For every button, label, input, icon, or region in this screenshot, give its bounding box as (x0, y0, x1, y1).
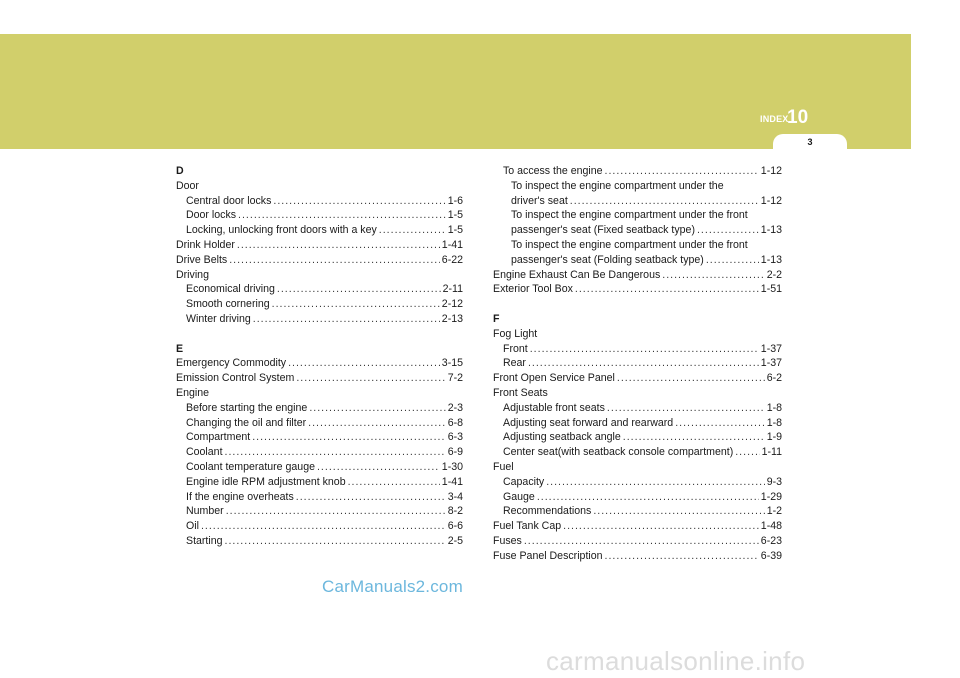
dot-leader (524, 534, 759, 549)
entry-label: passenger's seat (Folding seatback type) (511, 253, 704, 266)
dot-leader (308, 416, 446, 431)
dot-leader (623, 430, 765, 445)
dot-leader (563, 519, 759, 534)
dot-leader (735, 445, 759, 460)
entry-page: 2-2 (766, 268, 782, 281)
entry-label: Central door locks (186, 194, 272, 207)
dot-leader (273, 194, 445, 209)
index-heading: Door (176, 179, 199, 192)
index-letter: F (493, 312, 500, 325)
index-entry (493, 534, 782, 549)
index-heading: Fuel (493, 460, 514, 473)
dot-leader (229, 253, 440, 268)
index-entry (176, 297, 463, 312)
entry-page: 1-41 (441, 475, 463, 488)
index-entry (493, 268, 782, 283)
index-entry (493, 223, 782, 238)
dot-leader (288, 356, 440, 371)
watermark-carmanualsonline[interactable]: carmanualsonline.info (546, 646, 806, 676)
index-entry (176, 490, 463, 505)
entry-page: 1-13 (760, 253, 782, 266)
page-number: 3 (807, 137, 813, 147)
entry-label: Drive Belts (176, 253, 228, 266)
entry-label: Locking, unlocking front doors with a key (186, 224, 377, 237)
entry-label: Compartment (186, 431, 251, 444)
dot-leader (706, 253, 759, 268)
dot-leader (570, 194, 759, 209)
dot-leader (225, 445, 446, 460)
dot-leader (225, 534, 446, 549)
entry-label: Fuses (493, 534, 522, 547)
entry-label: Coolant (186, 446, 223, 459)
index-entry (176, 534, 463, 549)
entry-label: Starting (186, 534, 223, 547)
dot-leader (575, 282, 759, 297)
entry-label: Capacity (503, 475, 545, 488)
index-entry (176, 504, 463, 519)
index-entry (493, 342, 782, 357)
entry-page: 6-9 (447, 446, 463, 459)
index-heading: To inspect the engine compartment under the (511, 179, 724, 192)
index-entry (176, 416, 463, 431)
section-number: 10 (787, 107, 809, 128)
entry-page: 8-2 (447, 505, 463, 518)
index-letter: D (176, 165, 184, 177)
entry-label: passenger's seat (Fixed seatback type) (511, 224, 695, 237)
index-entry (176, 401, 463, 416)
entry-label: Smooth cornering (186, 298, 270, 311)
dot-leader (317, 460, 440, 475)
entry-label: Center seat(with seatback console compartment) (503, 446, 734, 459)
entry-label: Adjusting seat forward and rearward (503, 416, 674, 429)
entry-page: 1-5 (447, 224, 463, 237)
index-column-right (493, 164, 782, 564)
entry-label: Gauge (503, 490, 535, 503)
entry-label: Coolant temperature gauge (186, 460, 315, 473)
index-entry (493, 504, 782, 519)
entry-page: 2-11 (442, 283, 463, 296)
entry-label: If the engine overheats (186, 490, 294, 503)
index-entry (176, 208, 463, 223)
index-entry (493, 401, 782, 416)
entry-label: Rear (503, 357, 526, 370)
index-entry (176, 430, 463, 445)
index-entry (176, 223, 463, 238)
entry-page: 3-4 (447, 490, 463, 503)
entry-page: 1-13 (760, 224, 782, 237)
entry-page: 1-37 (760, 342, 782, 355)
index-entry (493, 430, 782, 445)
index-entry (176, 371, 463, 386)
entry-label: Adjusting seatback angle (503, 431, 621, 444)
entry-label: Oil (186, 520, 199, 533)
dot-leader (546, 475, 764, 490)
entry-label: Number (186, 505, 224, 518)
dot-leader (201, 519, 446, 534)
index-entry (493, 445, 782, 460)
entry-page: 7-2 (447, 372, 463, 385)
index-entry (176, 356, 463, 371)
index-heading: Fog Light (493, 327, 538, 340)
dot-leader (253, 312, 440, 327)
dot-leader (238, 208, 446, 223)
index-entry (176, 238, 463, 253)
dot-leader (252, 430, 446, 445)
dot-leader (272, 297, 440, 312)
entry-page: 9-3 (766, 475, 782, 488)
entry-page: 2-12 (441, 298, 463, 311)
entry-page: 1-9 (766, 431, 782, 444)
dot-leader (226, 504, 446, 519)
dot-leader (348, 475, 440, 490)
dot-leader (528, 356, 759, 371)
entry-page: 6-23 (760, 534, 782, 547)
dot-leader (537, 490, 759, 505)
index-entry (176, 282, 463, 297)
index-heading: To inspect the engine compartment under the front (511, 238, 748, 251)
entry-label: Front Open Service Panel (493, 372, 615, 385)
entry-page: 1-37 (760, 357, 782, 370)
dot-leader (605, 164, 759, 179)
entry-page: 1-12 (760, 194, 782, 207)
dot-leader (237, 238, 440, 253)
dot-leader (697, 223, 759, 238)
index-entry (493, 371, 782, 386)
index-entry (493, 475, 782, 490)
entry-page: 6-2 (766, 372, 782, 385)
index-entry (493, 549, 782, 564)
index-entry (176, 312, 463, 327)
dot-leader (617, 371, 765, 386)
index-entry (493, 253, 782, 268)
dot-leader (675, 416, 765, 431)
index-entry (493, 164, 782, 179)
header-band (0, 34, 911, 149)
entry-page: 2-13 (441, 312, 463, 325)
entry-label: Fuse Panel Description (493, 549, 603, 562)
entry-label: Emergency Commodity (176, 357, 287, 370)
entry-label: Changing the oil and filter (186, 416, 307, 429)
entry-page: 2-5 (447, 534, 463, 547)
dot-leader (379, 223, 446, 238)
entry-page: 1-6 (447, 194, 463, 207)
entry-page: 1-8 (766, 416, 782, 429)
entry-page: 1-2 (766, 505, 782, 518)
entry-page: 1-12 (760, 165, 782, 177)
entry-page: 1-29 (760, 490, 782, 503)
section-label: INDEX (760, 114, 789, 124)
entry-label: Engine idle RPM adjustment knob (186, 475, 346, 488)
entry-page: 6-39 (760, 549, 782, 562)
entry-page: 1-41 (441, 238, 463, 251)
entry-label: driver's seat (511, 194, 568, 207)
index-letter: E (176, 342, 184, 355)
index-heading: To inspect the engine compartment under the front (511, 209, 748, 222)
index-entry (176, 253, 463, 268)
entry-label: To access the engine (503, 165, 603, 177)
entry-label: Exterior Tool Box (493, 283, 573, 296)
index-entry (493, 282, 782, 297)
index-entry (493, 194, 782, 209)
index-heading: Engine (176, 386, 209, 399)
entry-page: 6-6 (447, 520, 463, 533)
entry-page: 1-8 (766, 401, 782, 414)
dot-leader (605, 549, 759, 564)
index-entry (493, 519, 782, 534)
entry-page: 6-3 (447, 431, 463, 444)
dot-leader (530, 342, 759, 357)
entry-page: 1-5 (447, 209, 463, 222)
entry-label: Economical driving (186, 283, 275, 296)
entry-page: 1-51 (760, 283, 782, 296)
entry-label: Winter driving (186, 312, 251, 325)
dot-leader (607, 401, 765, 416)
entry-label: Emission Control System (176, 372, 295, 385)
entry-label: Front (503, 342, 528, 355)
entry-page: 3-15 (441, 357, 463, 370)
entry-label: Drink Holder (176, 238, 235, 251)
entry-page: 1-48 (760, 520, 782, 533)
dot-leader (296, 371, 445, 386)
spacer (493, 297, 782, 312)
dot-leader (593, 504, 764, 519)
index-heading: Front Seats (493, 386, 548, 399)
dot-leader (309, 401, 445, 416)
dot-leader (662, 268, 764, 283)
entry-page: 6-22 (441, 253, 463, 266)
dot-leader (296, 490, 446, 505)
index-entry (493, 356, 782, 371)
entry-page: 6-8 (447, 416, 463, 429)
entry-label: Engine Exhaust Can Be Dangerous (493, 268, 661, 281)
index-entry (176, 445, 463, 460)
index-entry (176, 460, 463, 475)
entry-label: Recommendations (503, 505, 592, 518)
entry-label: Before starting the engine (186, 401, 308, 414)
entry-label: Adjustable front seats (503, 401, 605, 414)
watermark-carmanuals2[interactable]: CarManuals2.com (322, 577, 463, 596)
index-column-left (176, 164, 463, 549)
spacer (176, 327, 463, 342)
index-entry (493, 490, 782, 505)
index-entry (176, 475, 463, 490)
entry-page: 2-3 (447, 401, 463, 414)
index-entry (176, 519, 463, 534)
entry-label: Fuel Tank Cap (493, 520, 562, 533)
index-entry (493, 416, 782, 431)
entry-label: Door locks (186, 209, 237, 222)
dot-leader (277, 282, 441, 297)
entry-page: 1-11 (761, 446, 782, 459)
entry-page: 1-30 (441, 460, 463, 473)
index-entry (176, 194, 463, 209)
index-heading: Driving (176, 268, 209, 281)
